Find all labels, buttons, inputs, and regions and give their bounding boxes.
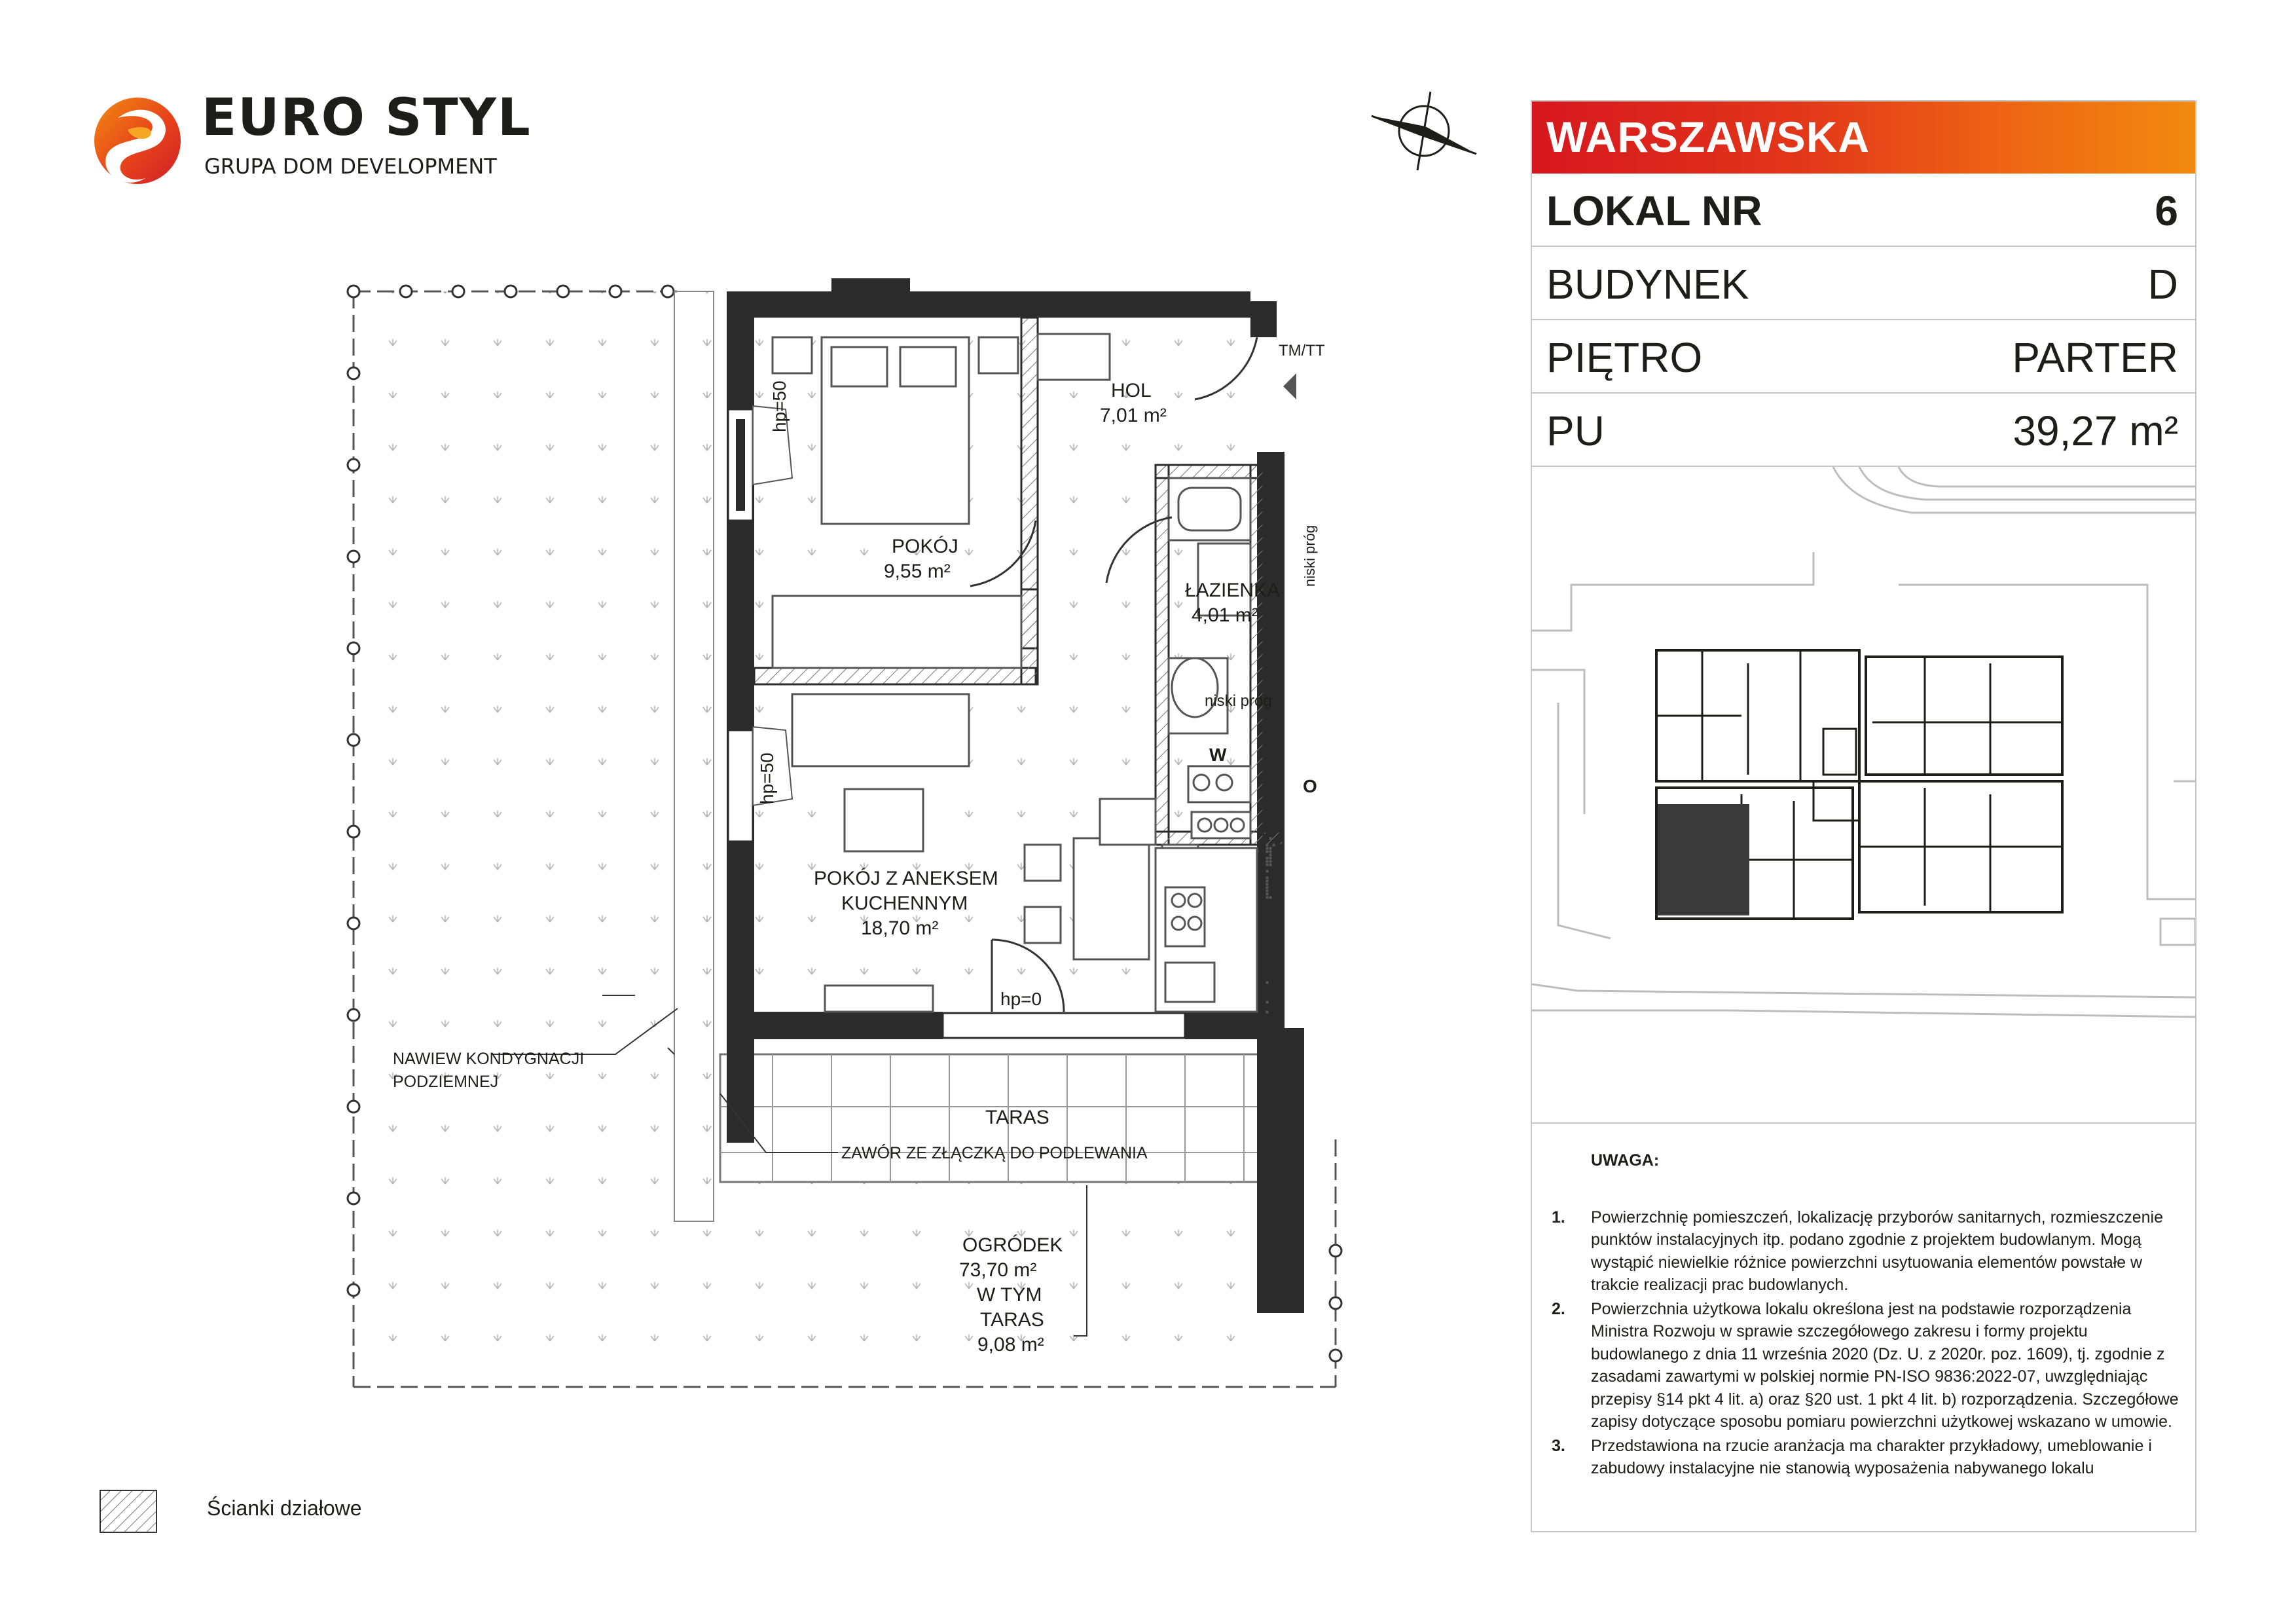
floor-plan-drawing — [314, 111, 1427, 1395]
pu-value: 39,27 m² — [2013, 407, 2178, 454]
budynek-value: D — [2147, 261, 2178, 308]
note-item — [1552, 1435, 2180, 1480]
pietro-label: PIĘTRO — [1546, 334, 1703, 381]
salon-name-line2: KUCHENNYM — [841, 893, 968, 914]
note-number: 1. — [1552, 1208, 1565, 1227]
pu-label: PU — [1546, 407, 1605, 454]
pokoj-name: POKÓJ — [892, 536, 958, 557]
highlighted-unit — [1658, 804, 1749, 915]
hp50-bottom-label: hp=50 — [757, 752, 777, 804]
hp50-top-label: hp=50 — [769, 380, 790, 432]
note-text: Powierzchnię pomieszczeń, lokalizację przyborów sanitarnych, rozmieszczenie punktów instalacyjnych itp. podano zgodnie z projektem budowlanym. Mogą wystąpić niewielkie różnice powierzchni usytuowania elementów powstałe w trakcie realizacji prac budowlanych. — [1591, 1208, 2163, 1294]
nawiew-line1: NAWIEW KONDYGNACJI — [393, 1050, 585, 1068]
ogrodek-name: OGRÓDEK — [962, 1234, 1063, 1256]
pokoj-area: 9,55 m² — [884, 561, 951, 582]
note-item — [1552, 1206, 2180, 1297]
row-pietro — [1532, 320, 2195, 394]
floor-plan — [314, 111, 1427, 1395]
salon-area: 18,70 m² — [861, 917, 939, 939]
key-plan-drawing — [1532, 467, 2195, 1124]
kitchen-strip — [1156, 848, 1257, 1012]
ogrodek-incl: W TYM — [977, 1284, 1042, 1306]
investment-name: WARSZAWSKA — [1546, 113, 1870, 161]
pietro-value: PARTER — [2012, 334, 2178, 381]
budynek-label: BUDYNEK — [1546, 261, 1749, 308]
entrance-arrow-icon — [1283, 373, 1296, 399]
note-item — [1552, 1298, 2180, 1433]
info-panel — [1531, 100, 2196, 1532]
note-number: 3. — [1552, 1436, 1565, 1455]
brand-name: EURO STYL — [202, 88, 532, 147]
hol-area: 7,01 m² — [1100, 405, 1167, 426]
w-label: W — [1209, 745, 1227, 765]
ventilation-strip — [674, 291, 714, 1221]
note-text: Przedstawiona na rzucie aranżacja ma charakter przykładowy, umeblowanie i zabudowy instalacyjne nie stanowią wyposażenia nabywanego lokalu — [1591, 1436, 2152, 1477]
investment-band — [1532, 101, 2195, 174]
row-lokal — [1532, 174, 2195, 247]
note-number: 2. — [1552, 1299, 1565, 1318]
lazienka-name: ŁAZIENKA — [1185, 580, 1281, 601]
euro-styl-logo-icon — [92, 92, 183, 190]
note-text: Powierzchnia użytkowa lokalu określona jest na podstawie rozporządzenia Ministra Rozwoju w sprawie szczegółowego zakresu i formy projektu budowlanego z dnia 11 września 2020 (Dz. U. z 2020r. poz. 1609), tj. zgodnie z zasadami zawartymi w polskiej normie PN-ISO 9836:2022-07, uwzględniając przepisy §14 pkt 4 lit. a) oraz §20 ust. 1 pkt 4 lit. b) rozporządzenia. Szczegółowe zapisy dotyczące sposobu pomiaru powierzchni użytkowej wskazano w umowie. — [1591, 1299, 2179, 1431]
niski-prog-horizontal: niski próg — [1205, 692, 1272, 710]
hol-name: HOL — [1111, 380, 1152, 401]
salon-name-line1: POKÓJ Z ANEKSEM — [814, 868, 998, 889]
key-plan — [1532, 467, 2195, 1124]
partition-hatch-icon — [100, 1490, 157, 1533]
notes-title: UWAGA: — [1591, 1151, 1660, 1170]
lazienka-area: 4,01 m² — [1192, 604, 1258, 626]
ogrodek-taras-area: 9,08 m² — [977, 1334, 1044, 1356]
legend-label: Ścianki działowe — [207, 1496, 362, 1520]
row-budynek — [1532, 247, 2195, 320]
notes — [1552, 1149, 2180, 1481]
zawor-label: ZAWÓR ZE ZŁĄCZKĄ DO PODLEWANIA — [841, 1144, 1148, 1162]
nawiew-line2: PODZIEMNEJ — [393, 1073, 499, 1091]
o-label: O — [1303, 776, 1317, 796]
ogrodek-area: 73,70 m² — [959, 1259, 1037, 1281]
row-pu — [1532, 394, 2195, 467]
tm-tt-label: TM/TT — [1279, 342, 1325, 360]
brand-tagline: GRUPA DOM DEVELOPMENT — [204, 154, 497, 179]
hp0-label: hp=0 — [1000, 989, 1042, 1009]
lokal-value: 6 — [2155, 187, 2178, 234]
kitchen-cabinets — [1270, 851, 1271, 852]
lokal-label: LOKAL NR — [1546, 187, 1762, 234]
niski-prog-vertical: niski próg — [1302, 525, 1318, 587]
taras-name: TARAS — [985, 1107, 1049, 1128]
ogrodek-taras-name: TARAS — [980, 1309, 1044, 1331]
